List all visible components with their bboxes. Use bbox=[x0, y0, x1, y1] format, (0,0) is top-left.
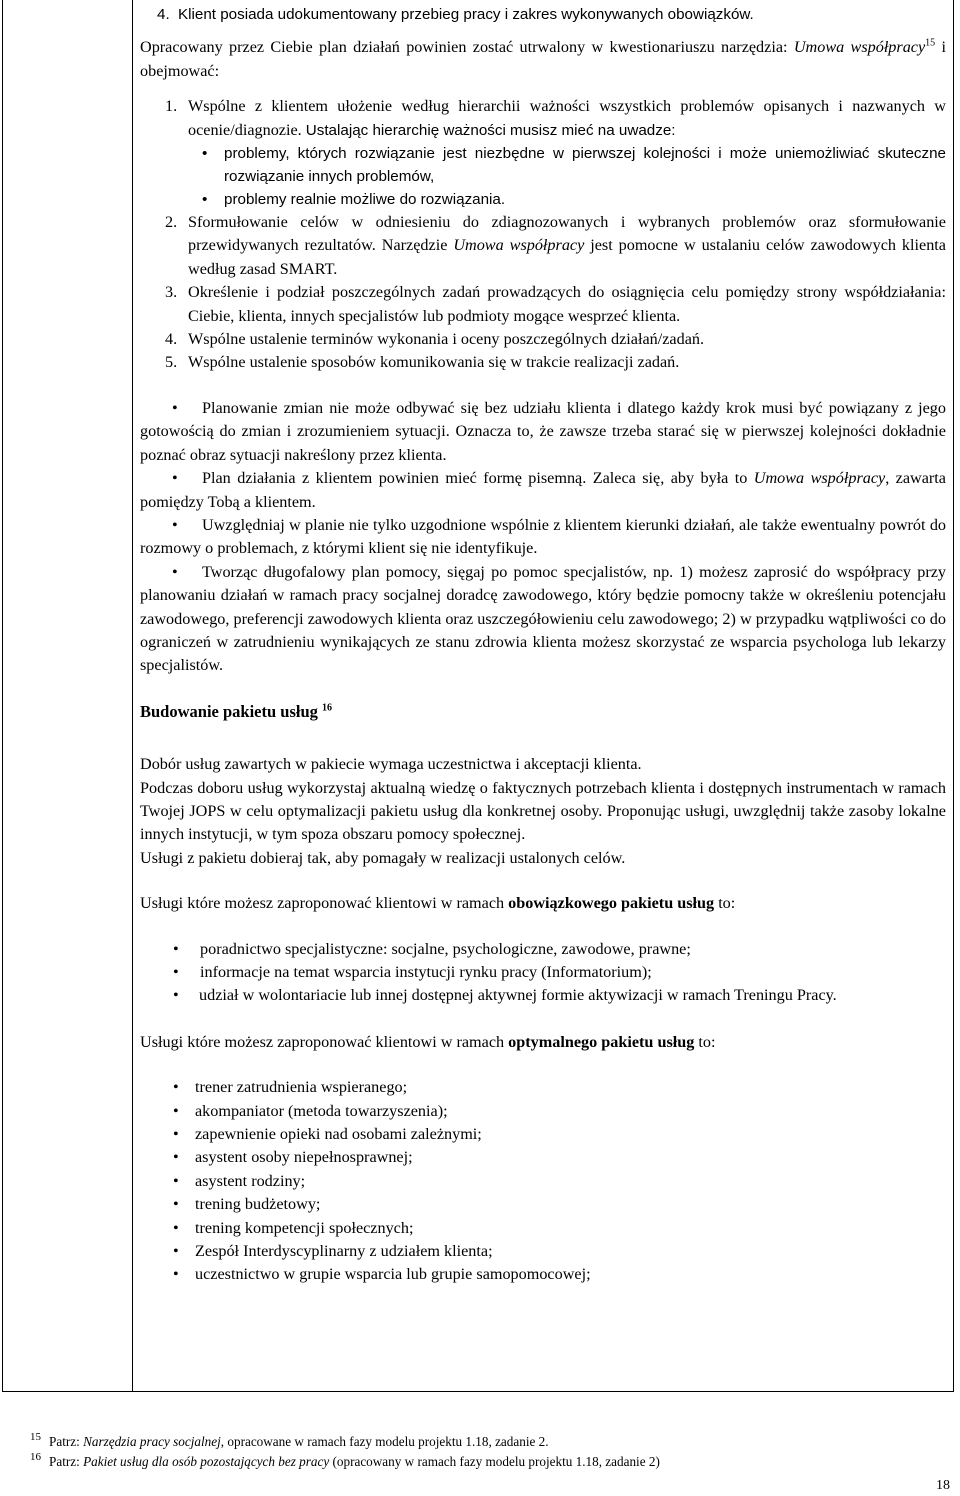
list-item: • zapewnienie opieki nad osobami zależnymi; bbox=[140, 1123, 946, 1146]
list-item: • trening budżetowy; bbox=[140, 1193, 946, 1216]
advice-list bbox=[140, 397, 946, 678]
list-item: • udział w wolontariacie lub innej dostępnej aktywnej formie aktywizacji w ramach Treningu Pracy. bbox=[140, 984, 946, 1007]
intro-paragraph: Opracowany przez Ciebie plan działań powinien zostać utrwalony w kwestionariuszu narzędzia: Umowa współpracy$^{15}$ i obejmować: bbox=[140, 38, 946, 80]
footnote-ref: 16 bbox=[322, 702, 333, 714]
list-item: • poradnictwo specjalistyczne: socjalne, psychologiczne, zawodowe, prawne; bbox=[140, 938, 946, 961]
step-item: 2. Sformułowanie celów w odniesieniu do zdiagnozowanych i wybranych problemów oraz sformułowanie przewidywanych rezultatów. Narzędzie Umowa współpracy jest pomocne w ustalaniu celów zawodowych klienta według zasad SMART. bbox=[165, 213, 946, 278]
section-heading: Budowanie pakietu usług $^{16}$ bbox=[140, 701, 333, 721]
hierarchy-bullets bbox=[140, 142, 946, 211]
step-item: 3. Określenie i podział poszczególnych zadań prowadzących do osiągnięcia celu pomiędzy strony współdziałania: Ciebie, klienta, innych specjalistów lub podmioty mogące wesprzeć klienta. bbox=[165, 283, 946, 325]
advice-item: • Uwzględniaj w planie nie tylko uzgodnione wspólnie z klientem kierunki działań, ale także ewentualny powrót do rozmowy o problemach, z którymi klient się nie identyfikuje. bbox=[140, 515, 946, 558]
advice-item: • Tworząc długofalowy plan pomocy, sięgaj po pomoc specjalistów, np. 1) możesz zaprosić do współpracy przy planowaniu działań w ramach pracy socjalnej doradcę zawodowego, który będzie pomocny także w określeniu potencjału zawodowego, preferencji zawodowych klienta oraz uszczegółowieniu celu zawodowego; 2) w przypadku wątpliwości co do ograniczeń w zatrudnieniu wynikających ze stanu zdrowia klienta możesz skorzystać ze wsparcia psychologa lub lekarzy specjalistów. bbox=[140, 562, 946, 675]
list-item: • asystent rodziny; bbox=[140, 1170, 946, 1193]
document-body bbox=[140, 0, 946, 1287]
list-item: • akompaniator (metoda towarzyszenia); bbox=[140, 1100, 946, 1123]
advice-item: • Plan działania z klientem powinien mieć formę pisemną. Zaleca się, aby była to Umowa współpracy, zawarta pomiędzy Tobą a klientem. bbox=[140, 469, 946, 511]
mandatory-services-list bbox=[140, 938, 946, 1008]
steps-list bbox=[140, 95, 946, 375]
paragraph: Usługi z pakietu dobieraj tak, aby pomagały w realizacji ustalonych celów. bbox=[140, 848, 626, 867]
top-list-item bbox=[140, 3, 946, 26]
list-item: • informacje na temat wsparcia instytucji rynku pracy (Informatorium); bbox=[140, 961, 946, 984]
column-divider bbox=[132, 0, 133, 1392]
list-item: • asystent osoby niepełnosprawnej; bbox=[140, 1146, 946, 1169]
optimal-services-list bbox=[140, 1076, 946, 1287]
bullet-item: • problemy realnie możliwe do rozwiązania. bbox=[224, 188, 946, 211]
footnote: 15 Patrz: Narzędzia pracy socjalnej, opracowane w ramach fazy modelu projektu 1.18, zadanie 2. bbox=[30, 1431, 549, 1449]
footnote: 16 Patrz: Pakiet usług dla osób pozostających bez pracy (opracowany w ramach fazy modelu projektu 1.18, zadanie 2) bbox=[30, 1451, 660, 1469]
step-item: 5. Wspólne ustalenie sposobów komunikowania się w trakcie realizacji zadań. bbox=[165, 353, 680, 372]
list-item: • uczestnictwo w grupie wsparcia lub grupie samopomocowej; bbox=[140, 1263, 946, 1286]
paragraph: Dobór usług zawartych w pakiecie wymaga uczestnictwa i akceptacji klienta. bbox=[140, 755, 642, 774]
item-number: 4. bbox=[157, 6, 170, 23]
step-item: 1. Wspólne z klientem ułożenie według hierarchii ważności wszystkich problemów opisanych i nazwanych w ocenie/diagnozie. Ustalając hierarchię ważności musisz mieć na uwadze: bbox=[165, 97, 946, 139]
footnotes bbox=[30, 1432, 660, 1472]
list-item: • trening kompetencji społecznych; bbox=[140, 1217, 946, 1240]
footnote-ref: 15 bbox=[925, 38, 936, 50]
mandatory-intro: Usługi które możesz zaproponować klientowi w ramach obowiązkowego pakietu usług to: bbox=[140, 894, 736, 913]
advice-item: • Planowanie zmian nie może odbywać się bez udziału klienta i dlatego każdy krok musi być powiązany z jego gotowością do zmian i zrozumieniem sytuacji. Oznacza to, że zawsze trzeba starać się w pierwszej kolejności dokładnie poznać obraz sytuacji nakreślony przez klienta. bbox=[140, 398, 946, 464]
optimal-intro: Usługi które możesz zaproponować klientowi w ramach optymalnego pakietu usług to: bbox=[140, 1032, 716, 1051]
bullet-item: • problemy, których rozwiązanie jest niezbędne w pierwszej kolejności i może uniemożliwiać skuteczne rozwiązanie innych problemów, bbox=[224, 142, 946, 188]
list-item: • trener zatrudnienia wspieranego; bbox=[140, 1076, 946, 1099]
page-number: 18 bbox=[936, 1478, 950, 1493]
list-item: • Zespół Interdyscyplinarny z udziałem klienta; bbox=[140, 1240, 946, 1263]
tool-name: Umowa współpracy bbox=[793, 38, 926, 57]
item-text: Klient posiada udokumentowany przebieg pracy i zakres wykonywanych obowiązków. bbox=[178, 6, 754, 23]
paragraph: Podczas doboru usług wykorzystaj aktualną wiedzę o faktycznych potrzebach klienta i dostępnych instrumentach w ramach Twojej JOPS w celu optymalizacji pakietu usług dla konkretnej osoby. Proponując usługi, uwzględnij także zasoby lokalne innych instytucji, w tym spoza obszaru pomocy społecznej. bbox=[140, 778, 946, 844]
step-item: 4. Wspólne ustalenie terminów wykonania i oceny poszczególnych działań/zadań. bbox=[165, 330, 705, 349]
section-paragraphs bbox=[140, 753, 946, 870]
